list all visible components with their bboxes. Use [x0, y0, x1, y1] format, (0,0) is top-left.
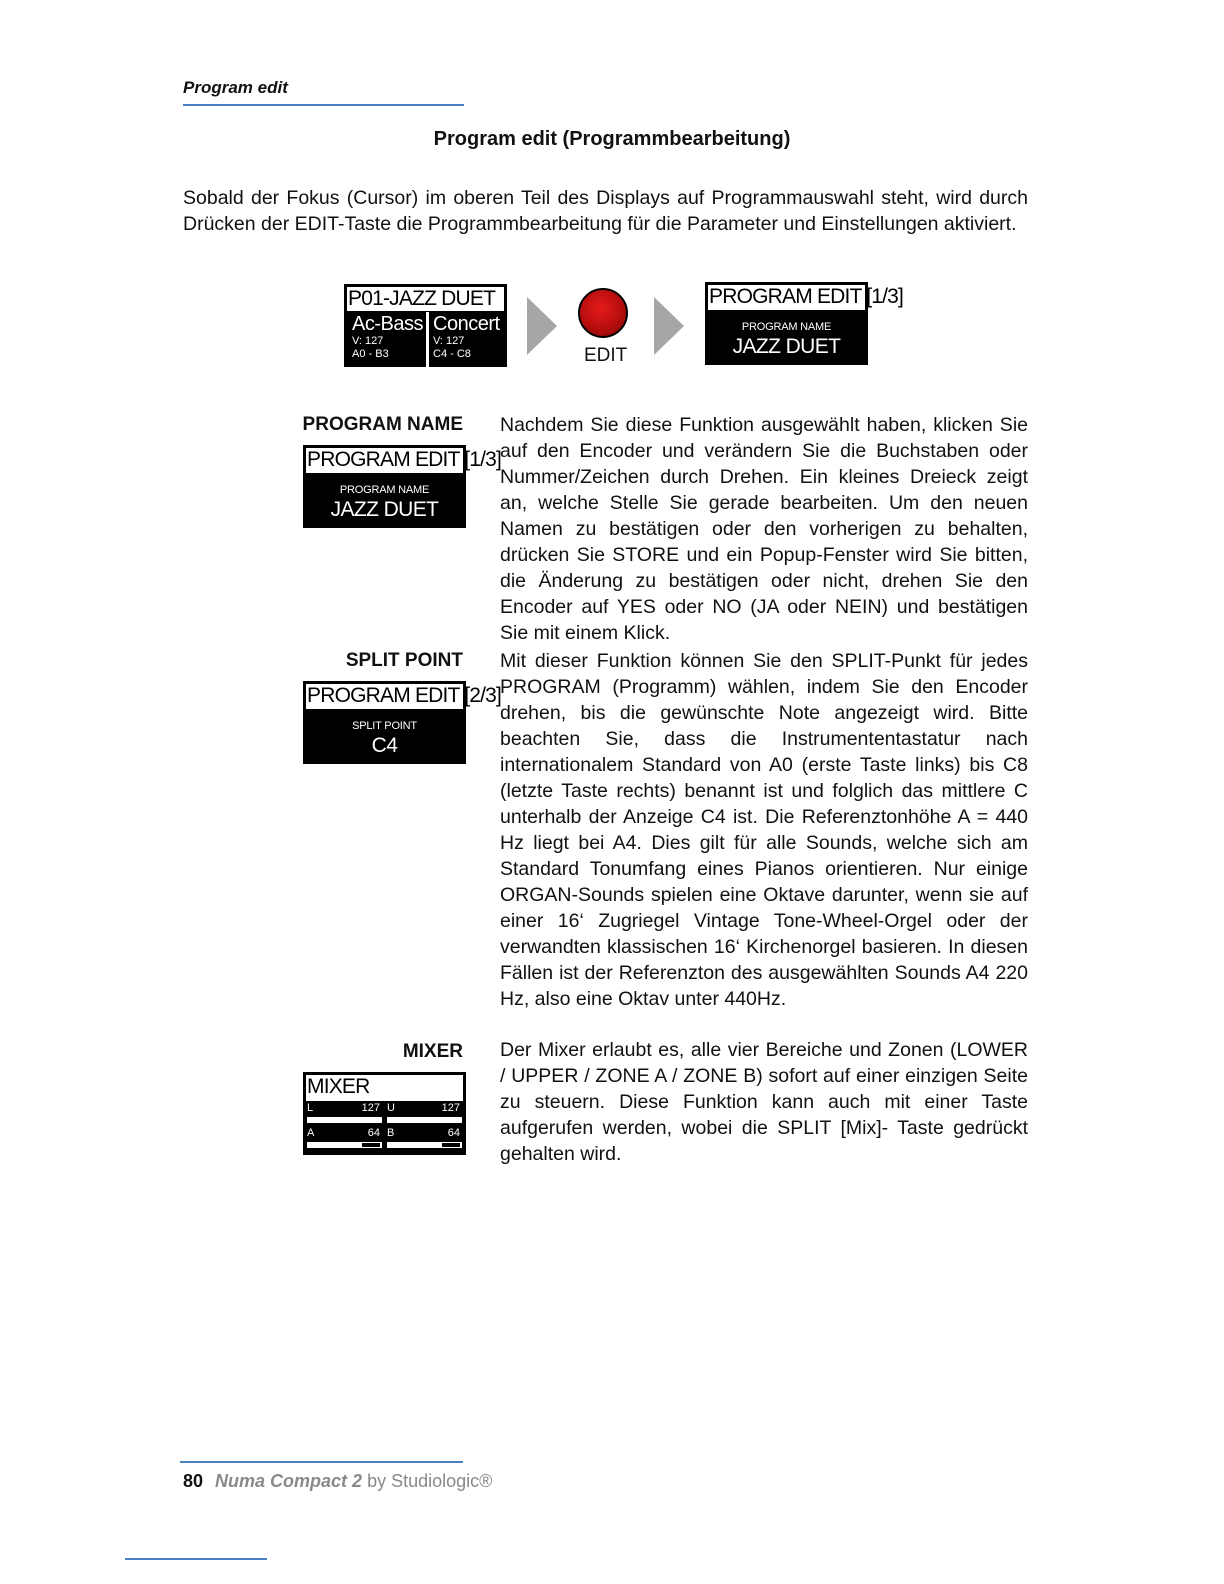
header-rule [183, 104, 464, 106]
intro-paragraph: Sobald der Fokus (Cursor) im oberen Teil des Displays auf Programmauswahl steht, wird durch Drücken der EDIT-Taste die Programmbearbeitung für die Parameter und Einstellungen aktiviert. [183, 187, 1028, 235]
mixer-level-bar[interactable] [387, 1142, 462, 1148]
split-point-description: Mit dieser Funktion können Sie den SPLIT-Punkt für jedes PROGRAM (Programm) wählen, indem Sie den Encoder drehen, bis die gewünschte Note angezeigt wird. Bitte beachten Sie, dass die Instrumententastatur nach internationalem Standard von A0 (erste Taste links) bis C8 (letzte Taste rechts) benannt ist und folglich das mittlere C unterhalb der Anzeige C4 ist. Die Referenztonhöhe A = 440 Hz liegt bei A4. Dies gilt für alle Sounds, welche sich am Standard Tonumfang eines Pianos orientieren. Nur einige ORGAN-Sounds spielen eine Oktave darunter, wenn sie auf einer 16‘ Zugriegel Vintage Tone-Wheel-Orgel oder der verwandten klassischen 16‘ Kirchenorgel basieren. In diesen Fällen ist der Referenzton des ausgewählten Sounds A4 220 Hz, also eine Oktav unter 440Hz. [500, 650, 1028, 1010]
mixer-channel-name: A [307, 1127, 315, 1139]
split-point-display-param: SPLIT POINT [352, 720, 417, 732]
mixer-channel-name: L [307, 1102, 314, 1114]
edit-display [705, 282, 904, 365]
arrow-right-icon [654, 297, 684, 355]
mixer-display [303, 1072, 466, 1155]
program-name-display-title: PROGRAM EDIT [1/3] [305, 447, 464, 474]
mixer-level-fill [424, 1118, 460, 1122]
arrow-right-icon [527, 297, 557, 355]
section-label-split-point: SPLIT POINT [345, 650, 463, 671]
footer-rule [180, 1461, 463, 1463]
program-name-display [303, 445, 502, 528]
right-zone-range: C4 - C8 [433, 348, 471, 360]
mixer-description: Der Mixer erlaubt es, alle vier Bereiche und Zonen (LOWER / UPPER / ZONE A / ZONE B) sofort auf einer einzigen Seite zu steuern. Diese Funktion kann auch mit einer Taste aufgerufen werden, wobei die SPLIT [Mix]- Taste gedrückt gehalten wird. [500, 1039, 1028, 1165]
program-name-display-value: JAZZ DUET [330, 498, 439, 521]
mixer-channel-value: 64 [367, 1127, 380, 1139]
page-number: 80 [183, 1471, 204, 1491]
edit-display-value: JAZZ DUET [732, 335, 841, 358]
main-display-right-zone [433, 313, 505, 361]
split-point-display-value: C4 [371, 734, 398, 757]
right-zone-name: Concert [433, 313, 500, 335]
main-display-program: P01-JAZZ DUET [346, 286, 505, 312]
split-point-display [303, 681, 502, 764]
brand-name: by Studiologic® [362, 1471, 493, 1491]
edit-button[interactable] [578, 288, 628, 338]
mixer-channel-value: 64 [447, 1127, 460, 1139]
footer [183, 1471, 492, 1492]
left-zone-range: A0 - B3 [352, 348, 389, 360]
mixer-level-fill [344, 1118, 380, 1122]
mixer-level-bar[interactable] [307, 1117, 382, 1123]
mixer-display-title: MIXER [305, 1074, 464, 1102]
edit-button-label: EDIT [584, 345, 628, 366]
bottom-rule [125, 1558, 267, 1560]
program-name-display-param: PROGRAM NAME [339, 484, 430, 496]
mixer-channel-name: B [387, 1127, 395, 1139]
section-header: Program edit [183, 78, 288, 97]
mixer-level-bar[interactable] [387, 1117, 462, 1123]
zone-divider [426, 312, 429, 367]
mixer-level-fill [442, 1143, 460, 1147]
mixer-level-bar[interactable] [307, 1142, 382, 1148]
program-name-description: Nachdem Sie diese Funktion ausgewählt haben, klicken Sie auf den Encoder und verändern Sie die Buchstaben oder Nummer/Zeichen durch Drehen. Ein kleines Dreieck zeigt an, welche Stelle Sie gerade bearbeiten. Um den neuen Namen zu bestätigen oder den vorherigen zu behalten, drücken Sie STORE und ein Popup-Fenster wird Sie bitten, die Änderung zu bestätigen oder nicht, drehen Sie den Encoder auf YES oder NO (JA oder NEIN) und bestätigen Sie mit einem Klick. [500, 414, 1028, 644]
page-title: Program edit (Programmbearbeitung) [433, 128, 791, 150]
left-zone-velocity: V: 127 [352, 335, 384, 347]
edit-display-title: PROGRAM EDIT [1/3] [707, 284, 866, 311]
split-point-display-title: PROGRAM EDIT [2/3] [305, 683, 464, 710]
mixer-channel-value: 127 [441, 1102, 460, 1114]
mixer-channel-name: U [387, 1102, 395, 1114]
main-display-left-zone [352, 313, 424, 361]
section-label-mixer: MIXER [402, 1041, 463, 1062]
mixer-channel-value: 127 [361, 1102, 380, 1114]
section-label-program-name: PROGRAM NAME [302, 414, 463, 435]
left-zone-name: Ac-Bass [352, 313, 423, 335]
mixer-level-fill [362, 1143, 380, 1147]
product-name: Numa Compact 2 [215, 1471, 363, 1491]
main-display [344, 284, 507, 367]
edit-display-param: PROGRAM NAME [741, 321, 832, 333]
right-zone-velocity: V: 127 [433, 335, 465, 347]
